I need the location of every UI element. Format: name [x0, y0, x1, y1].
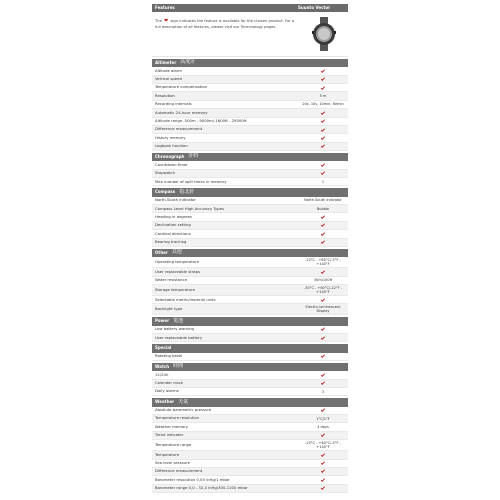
- feature-value: [298, 407, 348, 414]
- feature-value: -20°C - +60°C/-5°F - +140°F: [305, 441, 341, 450]
- table-row: [152, 205, 348, 213]
- feature-value: [298, 326, 348, 333]
- table-row: [152, 304, 348, 315]
- feature-label: User replaceable straps: [155, 268, 200, 274]
- feature-value: [298, 239, 348, 246]
- feature-label: Temperature: [155, 451, 180, 457]
- table-row: [152, 432, 348, 440]
- feature-value: [298, 214, 348, 221]
- table-row: [152, 161, 348, 169]
- section-title-cjk: 指北針: [179, 188, 195, 195]
- check-icon: [321, 408, 325, 412]
- table-row: [152, 257, 348, 268]
- feature-label: Temperature compensation: [155, 84, 208, 90]
- feature-label: User replaceable battery: [155, 334, 203, 340]
- section-rows: [152, 407, 348, 494]
- feature-value: -20°C - +60°C/-5°F - +140°F: [305, 258, 341, 267]
- check-icon: [321, 240, 325, 244]
- section-rows: [152, 161, 348, 186]
- section-header-chronograph: [152, 153, 348, 161]
- feature-label: Altitude alarm: [155, 67, 182, 73]
- table-row: [152, 277, 348, 285]
- section-rows: [152, 326, 348, 343]
- section-title: Watch: [155, 363, 170, 369]
- feature-value: [298, 222, 348, 229]
- feature-label: Difference measurement: [155, 126, 203, 132]
- feature-value: [298, 230, 348, 237]
- intro-row: [152, 12, 348, 57]
- feature-label: Cardinal directions: [155, 230, 191, 236]
- section-header-other: [152, 249, 348, 257]
- table-row: [152, 230, 348, 238]
- section-title: Chronograph: [155, 153, 185, 159]
- feature-label: Recording intervals: [155, 101, 192, 107]
- section-title-cjk: 其他: [171, 249, 182, 256]
- feature-value: 4 days: [317, 425, 329, 429]
- check-icon: [321, 477, 325, 481]
- feature-value: Electro-luminescent Display: [305, 305, 341, 314]
- check-icon: [321, 327, 325, 331]
- feature-label: Resolution: [155, 92, 175, 98]
- intro-text-before: The: [155, 19, 162, 23]
- table-row: [152, 118, 348, 126]
- check-icon: [321, 433, 325, 437]
- section-rows: [152, 257, 348, 315]
- check-icon: [321, 119, 325, 123]
- check-icon: [321, 461, 325, 465]
- table-row: [152, 380, 348, 388]
- table-row: [152, 326, 348, 334]
- feature-label: North-South indicator: [155, 197, 196, 203]
- check-icon: [321, 335, 325, 339]
- feature-value: [298, 84, 348, 91]
- feature-value: [298, 118, 348, 125]
- table-row: [152, 143, 348, 151]
- feature-label: Water resistance: [155, 277, 187, 283]
- feature-label: Daily alarms: [155, 388, 179, 394]
- feature-value: [298, 296, 348, 303]
- check-icon: [321, 469, 325, 473]
- section-title: Power: [155, 318, 170, 324]
- table-row: [152, 353, 348, 361]
- table-row: [152, 126, 348, 134]
- table-row: [152, 451, 348, 459]
- table-row: [152, 388, 348, 396]
- table-row: [152, 101, 348, 109]
- feature-value: 3: [321, 389, 325, 394]
- section-rows: [152, 197, 348, 247]
- feature-label: Altitude range -500m - 9000m/-1600ft - 29500ft: [155, 118, 247, 124]
- check-icon: [321, 486, 325, 490]
- feature-label: Selectable metric/imperial units: [155, 296, 216, 302]
- feature-label: Logbook function: [155, 143, 188, 149]
- table-row: [152, 371, 348, 379]
- feature-value: [298, 170, 348, 177]
- table-row: [152, 92, 348, 100]
- section-header-watch: [152, 363, 348, 371]
- feature-label: Automatic 24-hour memory: [155, 109, 208, 115]
- feature-value: -30°C - +60°C/-22°F - +140°F: [303, 285, 342, 294]
- feature-value: 1°C/1°F: [316, 416, 330, 421]
- table-row: [152, 213, 348, 221]
- check-icon: [321, 110, 325, 114]
- check-icon: [321, 127, 325, 131]
- feature-value: North-South indicator: [304, 198, 342, 203]
- check-icon: [321, 452, 325, 456]
- table-row: [152, 239, 348, 247]
- table-row: [152, 84, 348, 92]
- section-title: Special: [155, 345, 172, 351]
- feature-label: Trend indicator: [155, 432, 184, 438]
- feature-label: Absolute barometric pressure: [155, 407, 212, 413]
- section-header-compass: [152, 188, 348, 196]
- check-icon: [321, 354, 325, 358]
- section-header-altimeter: [152, 59, 348, 67]
- feature-label: Operating temperature: [155, 259, 200, 264]
- table-row: [152, 296, 348, 304]
- feature-value: [298, 476, 348, 483]
- table-row: [152, 460, 348, 468]
- section-rows: [152, 353, 348, 361]
- feature-value: 5 m: [319, 94, 327, 99]
- check-icon: [321, 223, 325, 227]
- feature-value: [298, 161, 348, 168]
- section-title-cjk: 天氣: [178, 398, 189, 405]
- check-icon: [321, 372, 325, 376]
- feature-label: Difference measurement: [155, 468, 203, 474]
- check-icon: [321, 68, 325, 72]
- intro-text-after: sign indicates the feature is available for the chosen product. For a full description of all features, please visit our Terminology pages.: [155, 19, 295, 29]
- section-rows: [152, 371, 348, 396]
- intro-text: [152, 12, 300, 56]
- check-icon: [321, 171, 325, 175]
- product-column-header: Suunto Vector: [298, 5, 331, 10]
- check-icon: [321, 297, 325, 301]
- section-title: Other: [155, 249, 168, 255]
- check-icon: [321, 77, 325, 81]
- feature-label: Stopwatch: [155, 170, 176, 176]
- table-row: [152, 178, 348, 186]
- feature-label: History memory: [155, 134, 186, 140]
- section-title: Altimeter: [155, 59, 177, 65]
- feature-value: 1: [321, 179, 325, 184]
- section-title-cjk: 電池: [173, 317, 184, 324]
- feature-value: [298, 380, 348, 387]
- table-row: [152, 334, 348, 342]
- feature-value: [298, 67, 348, 74]
- feature-label: Barometer range 0,0 - 32,4 inHg/300-1100 mbar: [155, 485, 248, 491]
- feature-label: Declination setting: [155, 222, 191, 228]
- table-row: [152, 67, 348, 75]
- feature-value: [298, 143, 348, 150]
- section-header-weather: [152, 398, 348, 406]
- feature-value: [298, 126, 348, 133]
- table-row: [152, 109, 348, 117]
- features-column-header: Features: [155, 5, 175, 10]
- watch-image: [309, 17, 339, 51]
- feature-value: [298, 451, 348, 458]
- sections-container: [152, 59, 348, 493]
- feature-label: Low battery warning: [155, 326, 194, 332]
- feature-label: Weather memory: [155, 423, 189, 429]
- check-icon: [321, 381, 325, 385]
- table-row: [152, 76, 348, 84]
- feature-label: Max number of split times in memory: [155, 178, 227, 184]
- feature-label: Rotating bezel: [155, 353, 183, 359]
- check-icon: [321, 215, 325, 219]
- feature-label: Bearing tracking: [155, 239, 187, 245]
- feature-value: [298, 460, 348, 467]
- section-title: Compass: [155, 189, 176, 195]
- table-row: [152, 134, 348, 142]
- section-header-special: [152, 344, 348, 352]
- feature-value: [298, 468, 348, 475]
- feature-label: Vertical speed: [155, 76, 182, 82]
- table-row: [152, 468, 348, 476]
- feature-label: Sea level pressure: [155, 460, 190, 466]
- check-icon: [321, 269, 325, 273]
- feature-label: Heading in degrees: [155, 213, 192, 219]
- feature-value: [298, 109, 348, 116]
- check-icon: [321, 85, 325, 89]
- table-row: [152, 170, 348, 178]
- feature-label: Barometer resolution 0,05 inHg/1 mbar: [155, 476, 230, 482]
- feature-value: [298, 76, 348, 83]
- check-icon: [321, 144, 325, 148]
- section-title: Weather: [155, 399, 175, 405]
- table-row: [152, 197, 348, 205]
- feature-value: [298, 371, 348, 378]
- product-image-cell: [300, 12, 348, 56]
- section-title-cjk: 計時: [188, 153, 199, 160]
- section-rows: [152, 67, 348, 151]
- table-row: [152, 485, 348, 493]
- table-header: [152, 4, 348, 12]
- feature-label: Compass Level High Accuracy Types: [155, 205, 224, 211]
- section-header-power: [152, 317, 348, 325]
- feature-label: Backlight type: [155, 306, 183, 312]
- feature-value: 30m/100ft: [313, 278, 333, 283]
- table-row: [152, 423, 348, 431]
- feature-value: 20s, 10s, 10min, 60min: [302, 102, 344, 107]
- feature-value: [298, 135, 348, 142]
- table-row: [152, 285, 348, 296]
- section-title-cjk: 時間: [173, 363, 184, 370]
- feature-comparison-table: [152, 4, 348, 493]
- feature-value: [298, 334, 348, 341]
- check-icon: [321, 231, 325, 235]
- feature-label: Temperature range: [155, 441, 192, 447]
- feature-value: [298, 432, 348, 439]
- table-row: [152, 415, 348, 423]
- feature-value: Bubble: [316, 206, 330, 211]
- feature-value: [298, 485, 348, 492]
- feature-label: Countdown timer: [155, 161, 188, 167]
- section-title-cjk: 高度計: [180, 59, 196, 66]
- heart-icon: ❤: [164, 18, 169, 24]
- table-row: [152, 222, 348, 230]
- feature-label: Temperature resolution: [155, 415, 200, 421]
- table-row: [152, 268, 348, 276]
- feature-label: 12/24h: [155, 371, 169, 377]
- check-icon: [321, 162, 325, 166]
- feature-value: [298, 353, 348, 360]
- table-row: [152, 476, 348, 484]
- feature-label: Calendar clock: [155, 380, 184, 386]
- table-row: [152, 440, 348, 451]
- feature-value: [298, 268, 348, 275]
- check-icon: [321, 136, 325, 140]
- feature-label: Storage temperature: [155, 286, 195, 292]
- table-row: [152, 407, 348, 415]
